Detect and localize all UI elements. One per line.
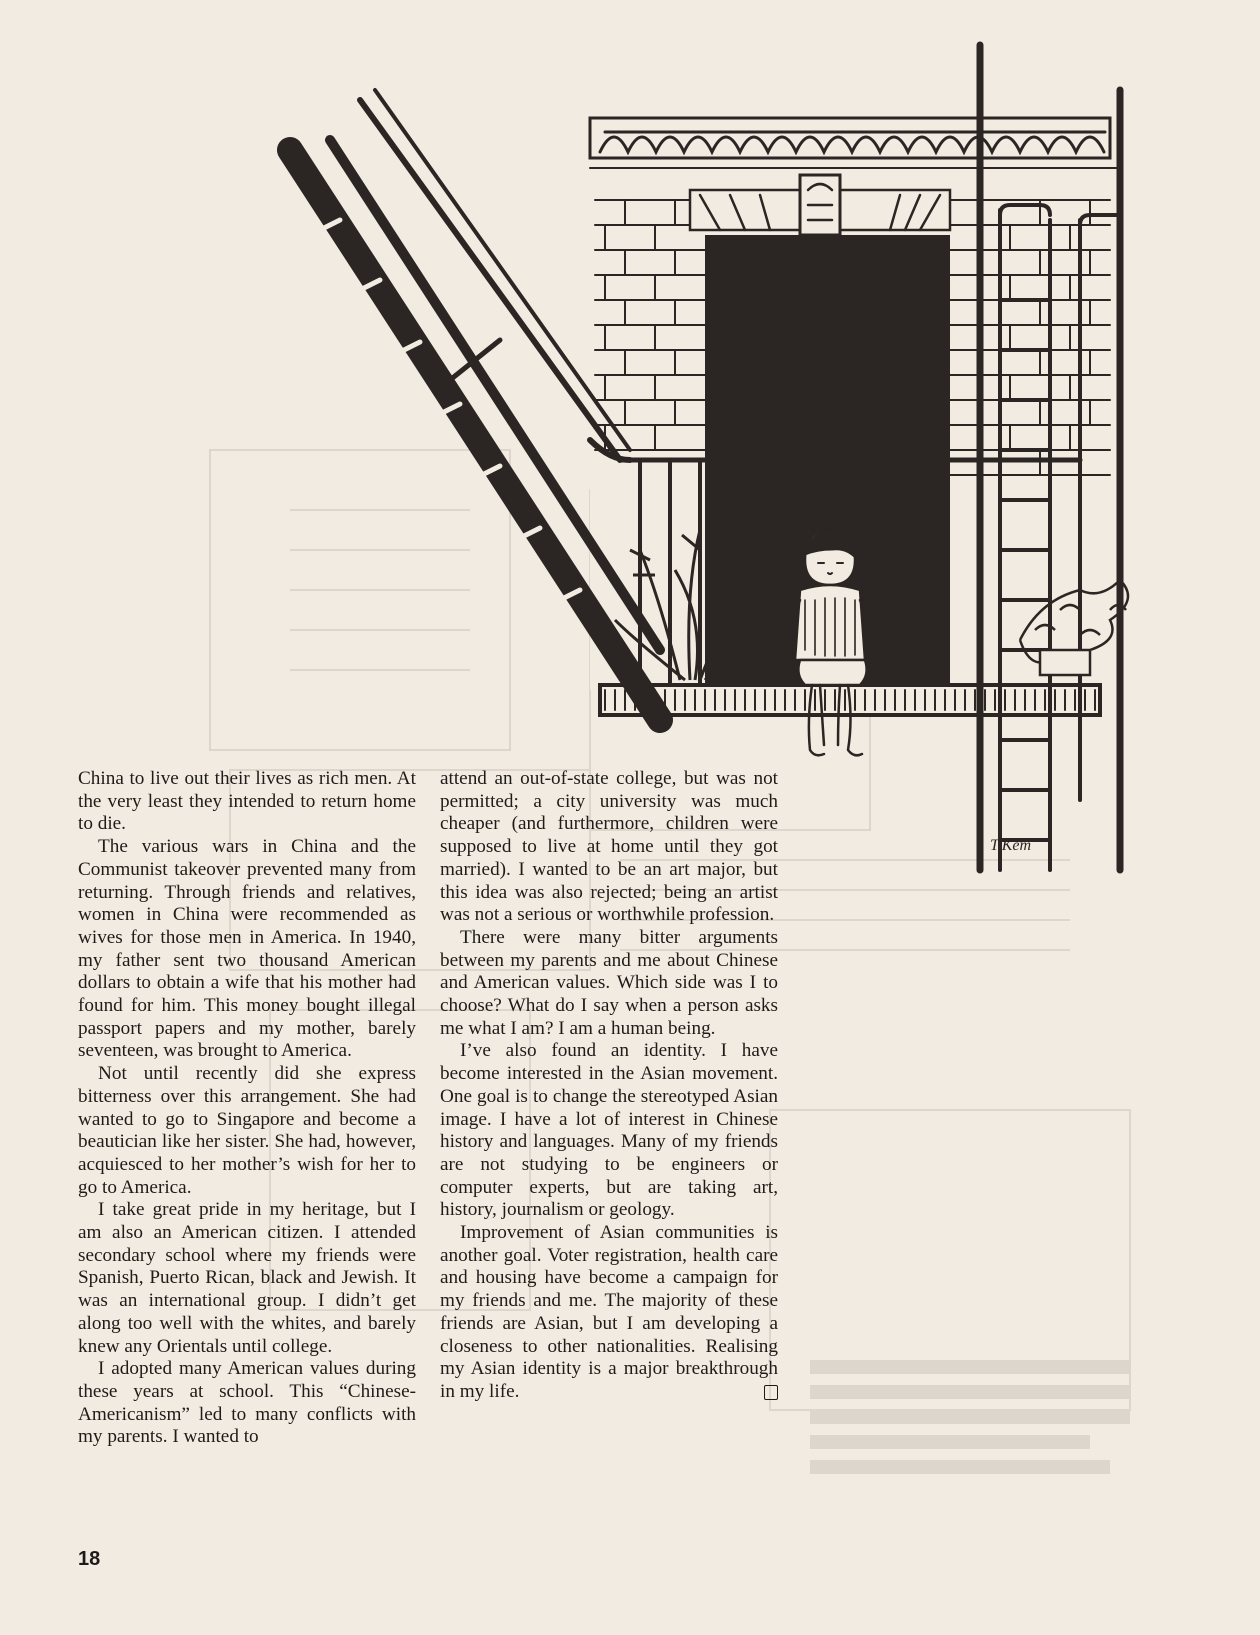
paragraph: attend an out-of-state college, but was not permitted; a city university was much cheaper (and furthermore, children were supposed to live at home until they got married). I wanted to be an art major, but this idea was also rejected; being an artist was not a serious or worthwhile profession. [440,768,778,926]
article-column-left [78,768,416,1449]
paragraph: The various wars in China and the Communist takeover prevented many from returning. Through friends and relatives, women in China were recommended as wives for those men in America. In 1940, my father sent two thousand American dollars to obtain a wife that his mother had found for him. This money bought illegal passport papers and my mother, barely seventeen, was brought to America. [78,836,416,1062]
paragraph: I take great pride in my heritage, but I am also an American citizen. I attended secondary school where my friends were Spanish, Puerto Rican, black and Jewish. It was an international group. I didn’t get along too well with the whites, and barely knew any Orientals until college. [78,1199,416,1357]
end-of-article-mark-icon [764,1385,778,1400]
paragraph: China to live out their lives as rich men. At the very least they intended to return home to die. [78,768,416,835]
paragraph-last [440,1222,778,1404]
paragraph: There were many bitter arguments between my parents and me about Chinese and American values. Which side was I to choose? What do I say when a person asks me what I am? I am a human being. [440,926,778,1039]
paragraph-text: Improvement of Asian communities is another goal. Voter registration, health care and housing have become a campaign for my friends and me. The majority of these friends are Asian, but I am developing a closeness to other nationalities. Realising my Asian identity is a major breakthrough in my life. [440,1222,778,1402]
article-column-middle [440,768,778,1404]
paragraph: Not until recently did she express bitterness over this arrangement. She had wanted to go to Singapore and become a beautician like her sister. She had, however, acquiesced to her mother’s wish for her to go to America. [78,1063,416,1198]
page-number: 18 [78,1548,101,1570]
paragraph: I adopted many American values during these years at school. This “Chinese-Americanism” led to many conflicts with my parents. I wanted to [78,1358,416,1448]
paragraph: I’ve also found an identity. I have become interested in the Asian movement. One goal is to change the stereotyped Asian image. I have a lot of interest in Chinese history and languages. Many of my friends are not studying to be engineers or computer experts, but are taking art, history, journalism or geology. [440,1040,778,1221]
artist-signature: T.Kem [990,837,1032,854]
